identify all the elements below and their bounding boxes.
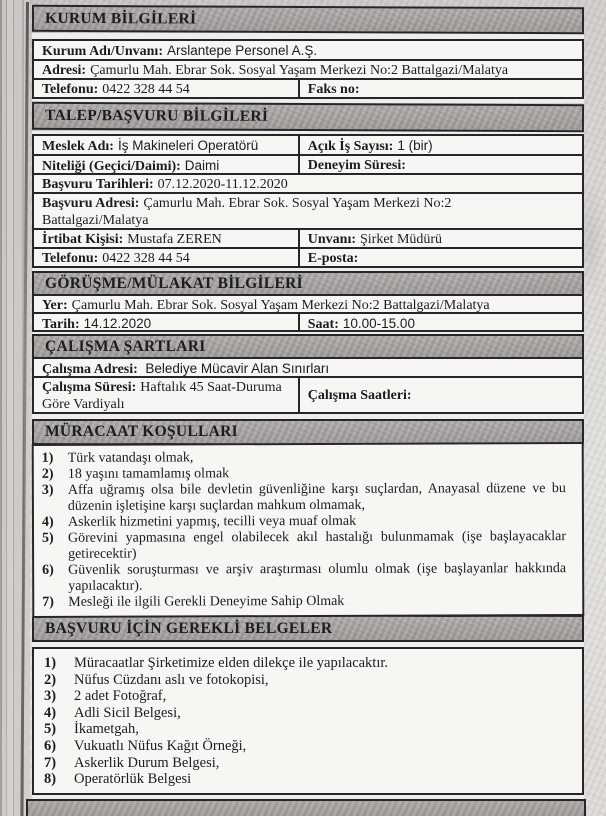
field-label: Başvuru Adresi: — [42, 196, 140, 211]
item-number: 2) — [44, 671, 57, 688]
field-label: Adresi: — [42, 63, 87, 78]
list-item — [44, 771, 572, 788]
row-telefon-eposta — [32, 247, 584, 268]
list-item — [44, 721, 572, 738]
row-meslek-acikis — [32, 134, 584, 156]
field-label: Kurum Adı/Unvanı: — [42, 44, 163, 59]
cell-deneyim — [300, 156, 582, 173]
section-header-kurum — [32, 5, 584, 34]
row-kurum-telefon-faks — [32, 78, 584, 99]
field-value: Mustafa ZEREN — [127, 232, 222, 247]
section-title: ÇALIŞMA ŞARTLARI — [45, 337, 206, 355]
field-label: Telefonu: — [42, 82, 99, 97]
field-label: Çalışma Adresi: — [42, 362, 138, 377]
row-yer — [32, 294, 584, 314]
section-header-gorusme — [32, 271, 584, 296]
item-text: Türk vatandaşı olmak, — [67, 450, 194, 466]
item-text: 18 yaşını tamamlamış olmak — [67, 466, 230, 482]
field-label: Tarih: — [42, 317, 80, 332]
cell-acik-is — [300, 136, 582, 154]
section-title: KURUM BİLGİLERİ — [44, 9, 197, 28]
item-number: 5) — [44, 721, 57, 738]
row-kurum-adres — [32, 59, 584, 80]
field-value: Çamurlu Mah. Ebrar Sok. Sosyal Yaşam Merkezi No:2 Battalgazi/Malatya — [90, 63, 509, 78]
item-number: 7) — [44, 754, 57, 771]
field-label: Çalışma Süresi: — [42, 380, 137, 395]
field-value: Şirket Müdürü — [360, 232, 443, 247]
item-number: 3) — [41, 482, 54, 498]
item-number: 6) — [44, 737, 57, 754]
field-label: İrtibat Kişisi: — [42, 232, 124, 247]
row-kurum-adi — [32, 39, 584, 61]
item-number: 4) — [41, 514, 54, 530]
list-item — [44, 672, 572, 689]
belgeler-list — [32, 647, 584, 795]
row-basvuru-tarihleri — [32, 173, 584, 194]
field-value: İş Makineleri Operatörü — [117, 138, 259, 153]
item-number: 8) — [44, 771, 57, 788]
cell-tarih — [34, 314, 300, 330]
field-value: 14.12.2020 — [83, 316, 152, 331]
cell-telefon — [34, 80, 300, 97]
row-nitelik-deneyim — [32, 154, 584, 175]
cell-sure — [34, 378, 300, 412]
list-item — [42, 561, 572, 595]
field-value: 07.12.2020-11.12.2020 — [157, 177, 288, 192]
field-value: 1 (bir) — [397, 138, 433, 153]
row-tarih-saat — [32, 312, 584, 332]
item-number: 3) — [44, 688, 57, 705]
row-calisma-adresi — [32, 357, 584, 378]
item-text: 2 adet Fotoğraf, — [74, 688, 167, 705]
section-title: BAŞVURU İÇİN GEREKLİ BELGELER — [45, 619, 333, 637]
item-text: Vukuatlı Nüfus Kağıt Örneği, — [74, 737, 247, 754]
field-label: Başvuru Tarihleri: — [42, 177, 154, 192]
item-text: Müracaatlar Şirketimize elden dilekçe ile yapılacaktır. — [74, 655, 389, 671]
item-text: Nüfus Cüzdanı aslı ve fotokopisi, — [74, 671, 269, 688]
cell-unvan — [300, 230, 582, 247]
item-number: 1) — [44, 655, 57, 671]
item-number: 4) — [44, 704, 57, 721]
field-value: Çamurlu Mah. Ebrar Sok. Sosyal Yaşam Merkezi No:2 Battalgazi/Malatya — [71, 298, 490, 313]
field-value: Arslantepe Personel A.Ş. — [166, 43, 318, 58]
list-item — [44, 655, 572, 672]
cell-telefon2 — [34, 249, 300, 266]
field-value: 0422 328 44 54 — [102, 251, 190, 266]
section-header-muracaat — [32, 419, 584, 445]
field-label: Saat: — [307, 317, 339, 332]
list-item — [44, 738, 572, 755]
section-title: GÖRÜŞME/MÜLAKAT BİLGİLERİ — [45, 274, 303, 292]
item-text: İkametgah, — [74, 721, 139, 738]
field-value: Çamurlu Mah. Ebrar Sok. Sosyal Yaşam Merkezi No:2 Battalgazi/Malatya — [42, 196, 452, 228]
field-label: Faks no: — [307, 82, 360, 97]
list-item — [44, 688, 572, 705]
item-number: 6) — [42, 562, 54, 578]
list-item — [42, 481, 572, 515]
row-basvuru-adresi — [32, 192, 584, 230]
cell-saat — [300, 314, 582, 330]
section-title: MÜRACAAT KOŞULLARI — [45, 423, 238, 440]
row-irtibat-unvan — [32, 228, 584, 249]
job-posting-form — [32, 6, 584, 816]
cell-faks — [300, 80, 582, 97]
next-section-partial-bar — [26, 799, 586, 816]
field-label: Niteliği (Geçici/Daimi): — [42, 159, 181, 174]
field-label: Telefonu: — [42, 251, 99, 266]
section-header-talep — [32, 102, 584, 132]
cell-meslek — [34, 136, 300, 154]
list-item — [44, 755, 572, 772]
section-header-belgeler — [32, 615, 584, 642]
field-label: E-posta: — [307, 251, 359, 266]
item-number: 2) — [41, 466, 54, 482]
cell-saatler — [300, 378, 582, 412]
section-title: TALEP/BAŞVURU BİLGİLERİ — [44, 106, 269, 125]
list-item — [42, 449, 572, 467]
field-label: Unvanı: — [307, 232, 356, 247]
field-label: Deneyim Süresi: — [307, 158, 406, 173]
list-item — [42, 529, 572, 563]
item-text: Operatörlük Belgesi — [74, 771, 192, 788]
cell-irtibat — [34, 230, 300, 247]
item-text: Affa uğramış olsa bile devletin güvenliğine karşı suçlardan, Anayasal düzene ve bu düzenin işletişine karşı suçlardan mahkum olmamak, — [67, 481, 566, 514]
cell-nitelik — [34, 156, 300, 173]
field-label: Meslek Adı: — [42, 139, 114, 154]
item-text: Görevini yapmasına engel olabilecek akıl hastalığı bulunmamak (işe başlayacaklar getirecektir) — [68, 529, 567, 562]
field-value: Belediye Mücavir Alan Sınırları — [145, 361, 330, 376]
list-item — [44, 705, 572, 722]
item-text: Mesleği ile ilgili Gerekli Deneyime Sahip Olmak — [68, 593, 345, 610]
muracaat-list — [32, 442, 585, 618]
list-item — [42, 465, 572, 483]
item-text: Askerlik hizmetini yapmış, tecilli veya muaf olmak — [67, 513, 357, 530]
cell-eposta — [300, 249, 582, 266]
field-label: Yer: — [42, 298, 68, 313]
item-text: Adli Sicil Belgesi, — [74, 704, 181, 721]
field-value: Daimi — [184, 158, 220, 173]
field-value: Haftalık 45 Saat-Duruma Göre Vardiyalı — [42, 380, 282, 412]
item-number: 5) — [42, 530, 54, 546]
item-number: 7) — [42, 594, 54, 610]
field-value: 0422 328 44 54 — [102, 82, 190, 97]
item-number: 1) — [41, 450, 54, 466]
row-calisma-suresi — [32, 376, 584, 414]
item-text: Askerlik Durum Belgesi, — [74, 754, 220, 771]
item-text: Güvenlik soruşturması ve arşiv araştırması olumlu olmak (işe başlayanlar hakkında yapılacaktır). — [68, 561, 567, 594]
field-label: Çalışma Saatleri: — [307, 387, 412, 403]
field-label: Açık İş Sayısı: — [307, 139, 394, 154]
field-value: 10.00-15.00 — [342, 316, 415, 331]
section-header-calisma — [32, 334, 584, 359]
list-item — [42, 593, 572, 611]
list-item — [42, 513, 572, 531]
